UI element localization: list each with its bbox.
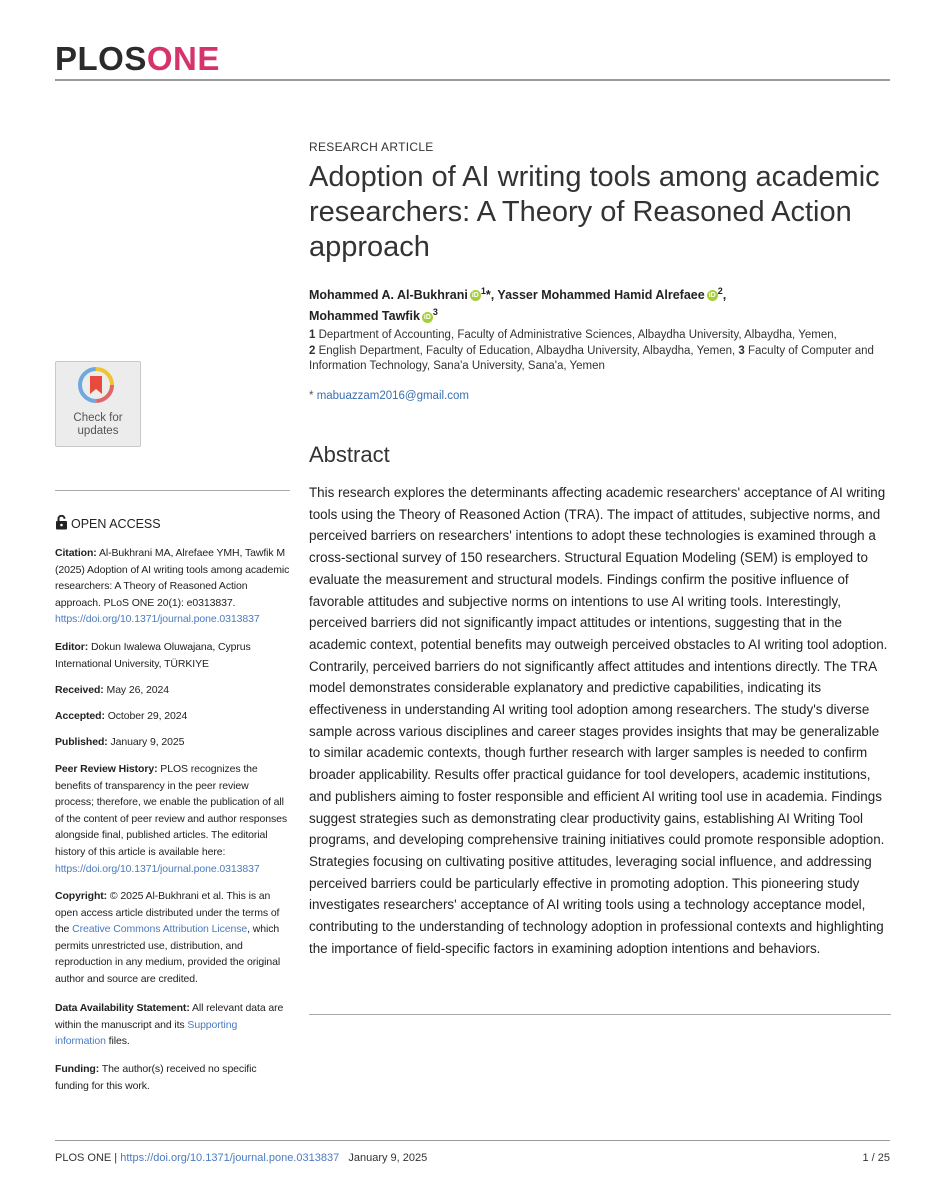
footer-doi-link[interactable]: https://doi.org/10.1371/journal.pone.0313837 bbox=[120, 1152, 340, 1164]
open-access-label: OPEN ACCESS bbox=[55, 515, 161, 531]
accepted-date: Accepted: October 29, 2024 bbox=[55, 710, 188, 722]
article-type: RESEARCH ARTICLE bbox=[309, 140, 434, 154]
check-for-updates-icon bbox=[78, 367, 114, 403]
peer-review-block: Peer Review History: PLOS recognizes the benefits of transparency in the peer review process; therefore, we enable the publication of all of the content of peer review and author responses alongside final, published articles. The editorial history of this article is available here: https://doi.org/10.1371/journal.pone.0313837 bbox=[55, 763, 287, 875]
email-link[interactable]: mabuazzam2016@gmail.com bbox=[316, 390, 469, 402]
published-date: Published: January 9, 2025 bbox=[55, 736, 185, 748]
license-link[interactable]: Creative Commons Attribution License bbox=[72, 923, 248, 936]
orcid-icon[interactable]: iD bbox=[423, 313, 431, 321]
abstract-divider bbox=[309, 1014, 891, 1015]
orcid-icon[interactable]: iD bbox=[708, 292, 716, 300]
funding-block: Funding: The author(s) received no specific funding for this work. bbox=[55, 1063, 257, 1092]
check-for-updates-label: Check for updates bbox=[73, 412, 123, 437]
copyright-block: Copyright: © 2025 Al-Bukhrani et al. This is an open access article distributed under the terms of the Creative Commons Attribution License, which permits unrestricted use, distribution, and reproduction in any medium, provided the original author and source are credited. bbox=[55, 890, 281, 985]
author-name[interactable]: Mohammed Tawfik bbox=[309, 309, 420, 324]
abstract-heading: Abstract bbox=[309, 442, 390, 467]
affiliations: 1 Department of Accounting, Faculty of Administrative Sciences, Albaydha University, Albaydha, Yemen, 2 English Department, Faculty of Education, Albaydha University, Albaydha, Yemen, 3 Faculty of Computer and Information Technology, Sana'a University, Sana'a, Yemen bbox=[309, 329, 874, 372]
sidebar-divider bbox=[55, 490, 290, 491]
data-availability-block: Data Availability Statement: All relevant data are within the manuscript and its Supporting information files. bbox=[55, 1002, 284, 1048]
peer-review-link[interactable]: https://doi.org/10.1371/journal.pone.0313837 bbox=[55, 862, 260, 875]
author-name[interactable]: Mohammed A. Al-Bukhrani bbox=[309, 288, 468, 303]
author-list: Mohammed A. Al-Bukhrani iD $^1$*, Yasser Mohammed Hamid Alrefaee iD $^2$, Mohammed Tawfik iD $^3$ bbox=[309, 286, 727, 324]
supporting-info-link[interactable]: Supporting information bbox=[55, 1018, 238, 1048]
check-for-updates-badge[interactable] bbox=[55, 361, 141, 447]
article-title: Adoption of AI writing tools among academic researchers: A Theory of Reasoned Action approach bbox=[309, 161, 880, 263]
editor-block: Editor: Dokun Iwalewa Oluwajana, Cyprus International University, TÜRKIYE bbox=[55, 641, 251, 670]
corresponding-email: * mabuazzam2016@gmail.com bbox=[309, 390, 469, 402]
received-date: Received: May 26, 2024 bbox=[55, 684, 169, 696]
journal-logo[interactable]: PLOSONE bbox=[55, 40, 220, 77]
abstract-text: This research explores the determinants affecting academic researchers' acceptance of AI writing tools using the Theory of Reasoned Action (TRA). The impact of attitudes, subjective norms, and perceived barriers on researchers' intentions to adopt these technologies is examined through a cross-sectional survey of 150 researchers. Structural Equation Modeling (SEM) is employed to evaluate the measurement and structural models. Findings confirm the positive influence of favorable attitudes and subjective norms on intentions to use AI writing tools. Interestingly, perceived barriers did not significantly impact attitudes or intentions, suggesting that in the academic context, potential benefits may outweigh perceived obstacles to AI writing tool adoption. Contrarily, perceived barriers do not significantly affect attitudes and intentions directly. The TRA model demonstrates considerable explanatory and predictive capabilities, indicating its effectiveness in understanding AI writing tool adoption among researchers. The study's diverse sample across various disciplines and career stages provides insights that may be generalizable to similar academic contexts, though further research with larger samples is needed to confirm broader applicability. Results offer practical guidance for tool developers, academic institutions, and publishers aiming to foster responsible and efficient AI writing tool use in academia. Findings suggest strategies such as demonstrating clear productivity gains, establishing AI Writing Tool programs, and developing comprehensive training initiatives could promote responsible adoption. Strategies focusing on cultivating positive attitudes, leveraging social influence, and addressing perceived barriers could be particularly effective in promoting adoption. This pioneering study investigates researchers' acceptance of AI writing tools using a technology acceptance model, contributing to the understanding of technology adoption in professional contexts and highlighting the importance of field-specific factors in examining adoption intentions and behaviors. bbox=[309, 485, 888, 956]
orcid-icon[interactable]: iD bbox=[471, 292, 479, 300]
citation-doi-link[interactable]: https://doi.org/10.1371/journal.pone.0313837 bbox=[55, 613, 260, 626]
header-divider bbox=[55, 79, 890, 81]
citation-block: Citation: Al-Bukhrani MA, Alrefaee YMH, Tawfik M (2025) Adoption of AI writing tools among academic researchers: A Theory of Reasoned Action approach. PLoS ONE 20(1): e0313837. https://doi.org/10.1371/journal.pone.0313837 bbox=[55, 547, 290, 626]
author-name[interactable]: Yasser Mohammed Hamid Alrefaee bbox=[497, 288, 705, 303]
footer: PLOS ONE | https://doi.org/10.1371/journal.pone.0313837 January 9, 2025 bbox=[55, 1152, 428, 1164]
page-number: 1 / 25 bbox=[862, 1152, 890, 1164]
open-lock-icon bbox=[55, 515, 68, 530]
footer-divider bbox=[55, 1140, 890, 1141]
